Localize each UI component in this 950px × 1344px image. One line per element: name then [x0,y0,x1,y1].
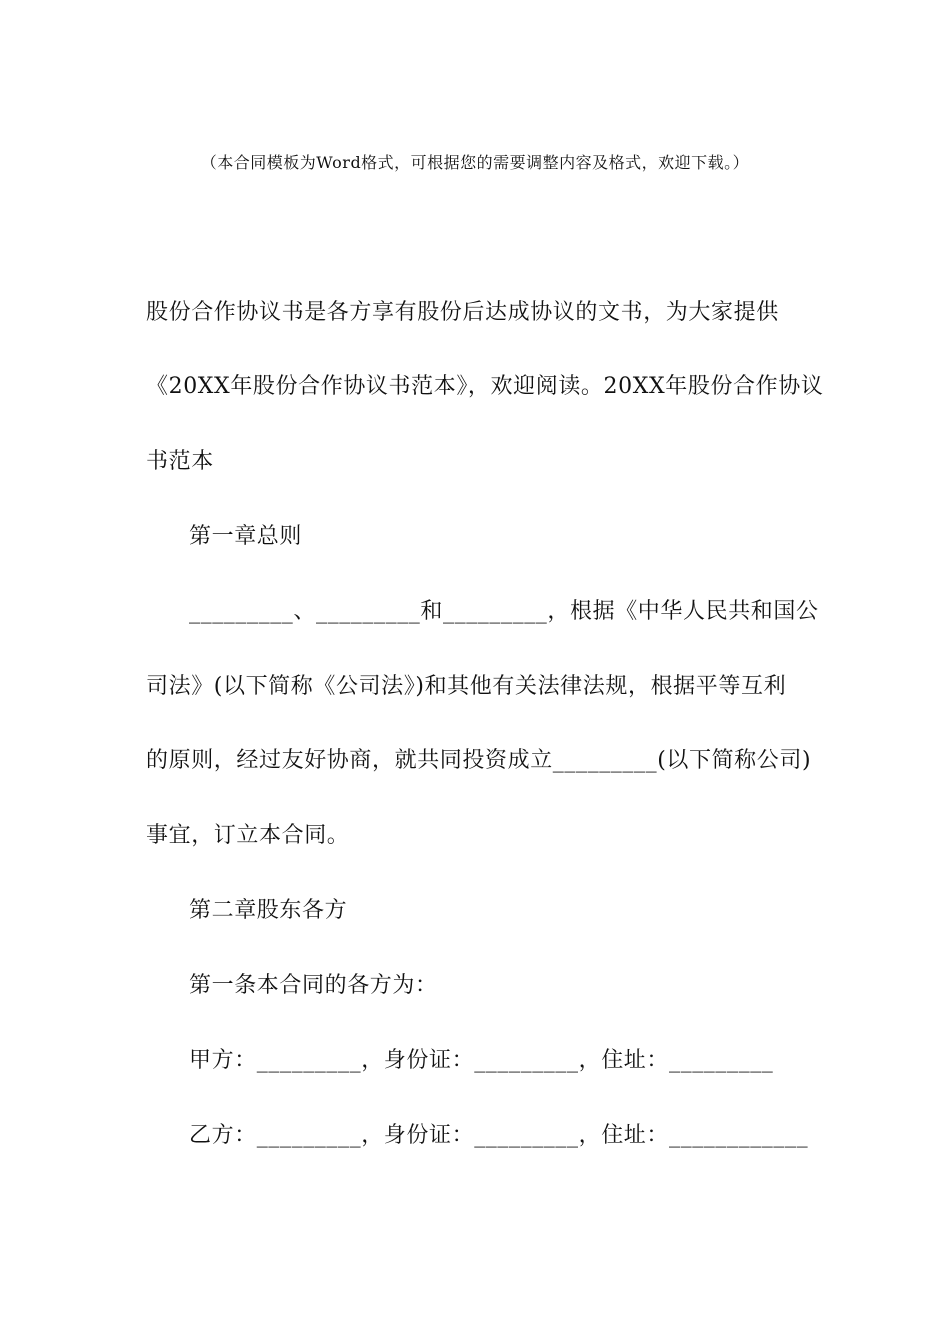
paragraph-line-2: 司法》(以下简称《公司法》)和其他有关法律法规，根据平等互利 [146,674,787,699]
paragraph-line-1: _________、_________和_________，根据《中华人民共和国公 [189,599,819,624]
intro-line-2: 《20XX年股份合作协议书范本》，欢迎阅读。20XX年股份合作协议 [146,374,824,399]
chapter-1-heading: 第一章总则 [189,524,303,549]
party-a-line: 甲方：_________，身份证：_________，住址：_________ [189,1048,774,1073]
party-b-line: 乙方：_________，身份证：_________，住址：____________ [189,1123,809,1148]
paragraph-line-4: 事宜，订立本合同。 [146,823,350,848]
intro-line-1: 股份合作协议书是各方享有股份后达成协议的文书，为大家提供 [146,300,779,325]
article-1-line: 第一条本合同的各方为： [189,973,438,998]
paragraph-line-3: 的原则，经过友好协商，就共同投资成立_________(以下简称公司) [146,748,812,773]
chapter-2-heading: 第二章股东各方 [189,898,348,923]
template-note: （本合同模板为Word格式，可根据您的需要调整内容及格式，欢迎下载。） [200,153,750,172]
intro-line-3: 书范本 [146,449,214,474]
